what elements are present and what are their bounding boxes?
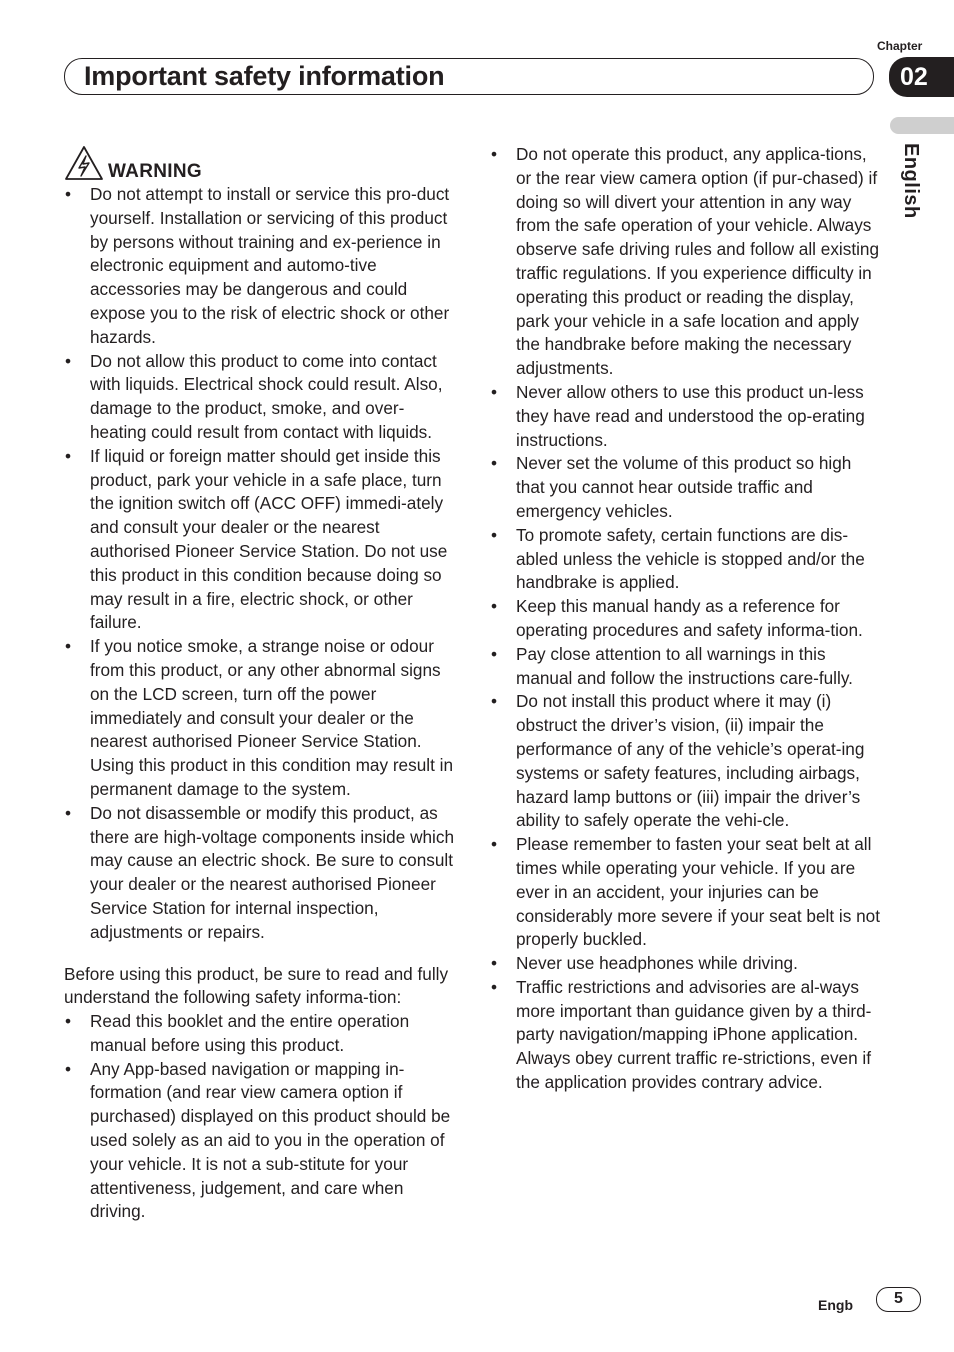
right-column [490, 143, 880, 1095]
list-item: • Keep this manual handy as a reference for operating procedures and safety informa-tion. [490, 595, 880, 643]
list-item: • Never use headphones while driving. [490, 952, 880, 976]
list-item: • Do not attempt to install or service this pro-duct yourself. Installation or servicing of this product by persons without training and ex-perience in electronic equipment and automo-tive accessories may be dangerous and could expose you to the risk of electric shock or other hazards. [64, 183, 456, 350]
list-item: • To promote safety, certain functions are dis-abled unless the vehicle is stopped and/or the handbrake is applied. [490, 524, 880, 595]
list-item: • If you notice smoke, a strange noise or odour from this product, or any other abnormal signs on the LCD screen, turn off the power immediately and consult your dealer or the nearest authorised Pioneer Service Station. Using this product in this condition may result in permanent damage to the system. [64, 635, 456, 802]
list-item: • Read this booklet and the entire operation manual before using this product. [64, 1010, 456, 1058]
language-bar [890, 117, 954, 134]
lightning-warning-icon [64, 145, 104, 181]
warning-label: WARNING [108, 161, 202, 182]
list-item: • Never set the volume of this product so high that you cannot hear outside traffic and emergency vehicles. [490, 452, 880, 523]
page-number: 5 [876, 1287, 921, 1312]
intro-list [64, 1010, 456, 1224]
list-item: • Pay close attention to all warnings in this manual and follow the instructions care-fully. [490, 643, 880, 691]
list-item: • Never allow others to use this product un-less they have read and understood the op-erating instructions. [490, 381, 880, 452]
chapter-tab [889, 57, 954, 97]
list-item: • If liquid or foreign matter should get inside this product, park your vehicle in a safe place, turn the ignition switch off (ACC OFF) immedi-ately and consult your dealer or the nearest authorised Pioneer Service Station. Do not use this product in this condition because doing so may result in a fire, electric shock, or other failure. [64, 445, 456, 635]
warning-list [64, 183, 456, 945]
list-item: • Please remember to fasten your seat belt at all times while operating your vehicle. If you are ever in an accident, your injuries can be considerably more severe if your seat belt is not properly buckled. [490, 833, 880, 952]
list-item: • Any App-based navigation or mapping in-formation (and rear view camera option if purchased) displayed on this product should be used solely as an aid to you in the operation of your vehicle. It is not a sub-stitute for your attentiveness, judgement, and care when driving. [64, 1058, 456, 1225]
list-item: • Do not disassemble or modify this product, as there are high-voltage components inside which may cause an electric shock. Be sure to consult your dealer or the nearest authorised Pioneer Service Station for internal inspection, adjustments or repairs. [64, 802, 456, 945]
list-item: • Do not operate this product, any applica-tions, or the rear view camera option (if pur-chased) if doing so will divert your attention in any way from the safe operation of your vehicle. Always observe safe driving rules and follow all existing traffic regulations. If you experience difficulty in operating this product or reading the display, park your vehicle in a safe location and apply the handbrake before making the necessary adjustments. [490, 143, 880, 381]
list-item: • Traffic restrictions and advisories are al-ways more important than guidance given by a third-party navigation/mapping iPhone application. Always obey current traffic re-strictions, even if the application provides contrary advice. [490, 976, 880, 1095]
footer-language-code: Engb [818, 1297, 853, 1313]
list-item: • Do not install this product where it may (i) obstruct the driver’s vision, (ii) impair the performance of any of the vehicle’s operat-ing systems or safety features, including airbags, hazard lamp buttons or (iii) impair the driver’s ability to safely operate the vehi-cle. [490, 690, 880, 833]
page-title: Important safety information [84, 61, 445, 91]
safety-list [490, 143, 880, 1095]
chapter-label: Chapter [877, 39, 923, 53]
intro-paragraph: Before using this product, be sure to read and fully understand the following safety informa-tion: [64, 963, 449, 1008]
title-box [64, 58, 874, 95]
language-label: English [900, 143, 922, 219]
list-item: • Do not allow this product to come into contact with liquids. Electrical shock could result. Also, damage to the product, smoke, and over-heating could result from contact with liquids. [64, 350, 456, 445]
chapter-number: 02 [900, 63, 928, 91]
left-column [64, 183, 456, 1224]
